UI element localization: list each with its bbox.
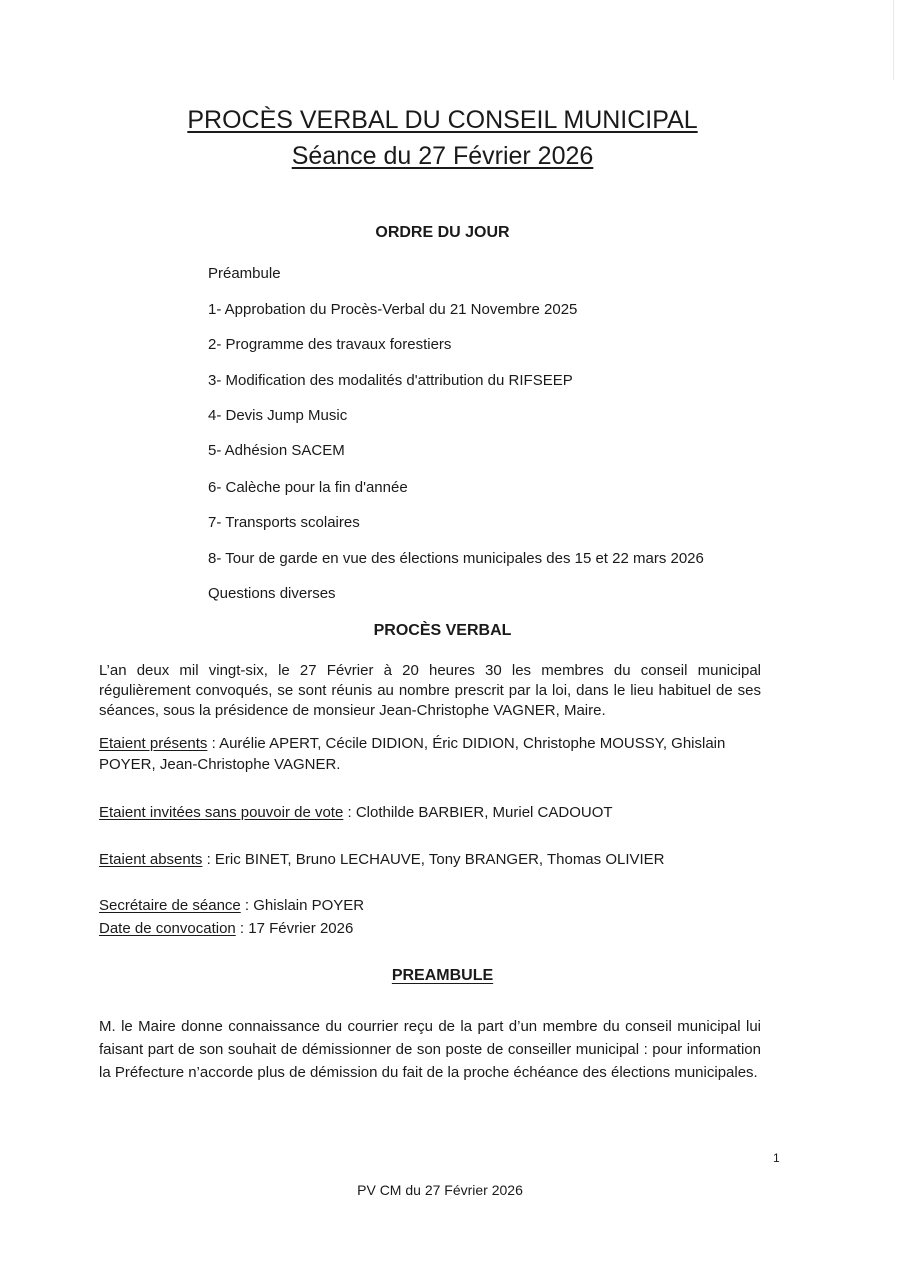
agenda-item: 2- Programme des travaux forestiers	[208, 336, 452, 353]
invites-field	[99, 802, 761, 823]
agenda-item: 8- Tour de garde en vue des élections municipales des 15 et 22 mars 2026	[208, 550, 704, 567]
absents-value: : Eric BINET, Bruno LECHAUVE, Tony BRANGER, Thomas OLIVIER	[202, 851, 665, 868]
agenda-item: 1- Approbation du Procès-Verbal du 21 Novembre 2025	[208, 301, 578, 318]
agenda-item: 5- Adhésion SACEM	[208, 442, 345, 459]
agenda-item: 6- Calèche pour la fin d'année	[208, 479, 408, 496]
agenda-item: 7- Transports scolaires	[208, 514, 360, 531]
secretaire-value: : Ghislain POYER	[240, 897, 365, 914]
page-footer: PV CM du 27 Février 2026	[357, 1182, 523, 1198]
convocation-label: Date de convocation	[99, 920, 236, 937]
scan-edge-mark	[893, 0, 894, 80]
agenda-item: 3- Modification des modalités d'attribution du RIFSEEP	[208, 372, 573, 389]
agenda-heading: ORDRE DU JOUR	[375, 224, 510, 241]
presents-label: Etaient présents	[99, 735, 208, 752]
pv-heading: PROCÈS VERBAL	[373, 622, 512, 639]
preambule-paragraph: M. le Maire donne connaissance du courrier reçu de la part d’un membre du conseil municipal lui faisant part de son souhait de démissionner de son poste de conseiller municipal : pour information la Préfecture n’accorde plus de démission du fait de la proche échéance des élections municipales.	[99, 1018, 761, 1081]
secretaire-field	[99, 895, 761, 916]
pv-intro-paragraph: L’an deux mil vingt-six, le 27 Février à 20 heures 30 les membres du conseil municipal régulièrement convoqués, se sont réunis au nombre prescrit par la loi, dans le lieu habituel de ses séances, sous la présidence de monsieur Jean-Christophe VAGNER, Maire.	[99, 662, 761, 719]
agenda-item: 4- Devis Jump Music	[208, 407, 348, 424]
preambule-heading: PREAMBULE	[391, 967, 494, 984]
document-title: PROCÈS VERBAL DU CONSEIL MUNICIPAL	[187, 106, 698, 134]
absents-field	[99, 849, 761, 870]
agenda-item: Questions diverses	[208, 585, 336, 602]
convocation-value: : 17 Février 2026	[235, 920, 354, 937]
session-date-title: Séance du 27 Février 2026	[291, 142, 594, 170]
presents-field	[99, 733, 761, 775]
secretaire-label: Secrétaire de séance	[99, 897, 241, 914]
agenda-item: Préambule	[208, 265, 281, 282]
invites-label: Etaient invitées sans pouvoir de vote	[99, 804, 344, 821]
presents-value: : Aurélie APERT, Cécile DIDION, Éric DIDION, Christophe MOUSSY, Ghislain POYER, Jean-Christophe VAGNER.	[99, 735, 726, 773]
invites-value: : Clothilde BARBIER, Muriel CADOUOT	[343, 804, 613, 821]
convocation-field	[99, 918, 761, 939]
absents-label: Etaient absents	[99, 851, 203, 868]
page-number: 1	[773, 1151, 780, 1165]
